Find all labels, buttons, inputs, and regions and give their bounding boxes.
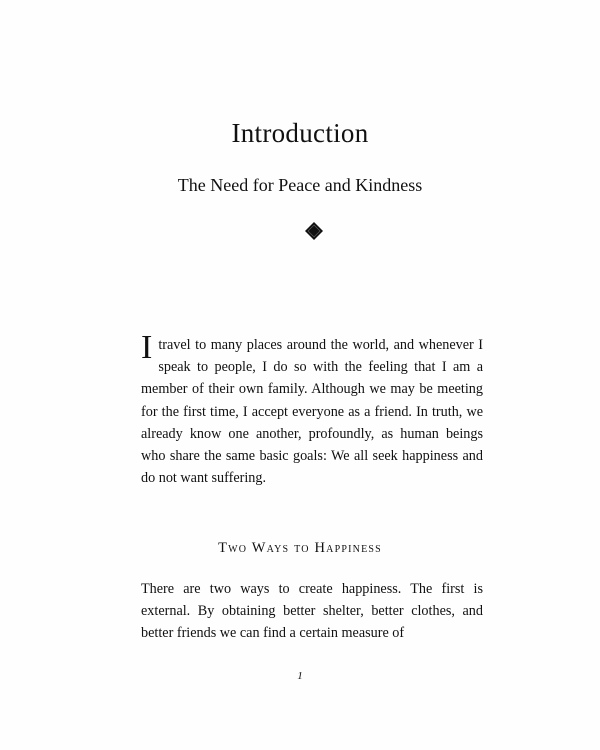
section-heading: Two Ways to Happiness [218, 540, 382, 556]
section-paragraph: There are two ways to create happiness. The first is external. By obtaining better shelter, better clothes, and better friends we can find a certain measure of [141, 581, 483, 642]
opening-paragraph [141, 329, 483, 489]
page-number: 1 [297, 670, 303, 682]
chapter-title: Introduction [231, 118, 369, 148]
chapter-subtitle: The Need for Peace and Kindness [177, 175, 423, 195]
diamond-ornament-icon [305, 222, 323, 240]
opening-paragraph-text: travel to many places around the world, and whenever I speak to people, I do so with the feeling that I am a member of their own family. Although we may be meeting for the first time, I accept everyone as a friend. In truth, we already know one another, profoundly, as human beings who share the same basic goals: We all seek happiness and do not want suffering. [141, 337, 483, 487]
drop-cap: I [141, 329, 153, 366]
